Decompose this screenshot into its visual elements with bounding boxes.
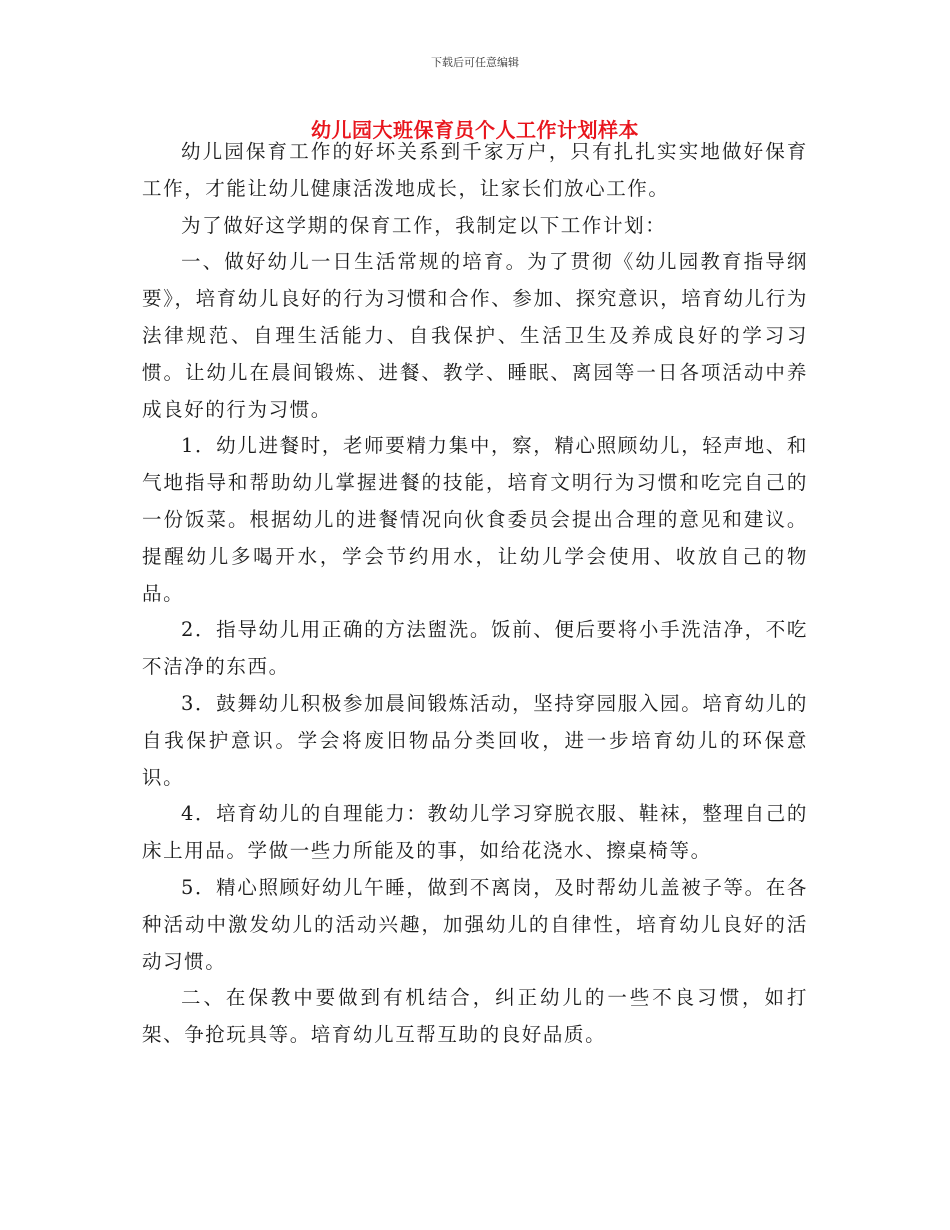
document-title: 幼儿园大班保育员个人工作计划样本 — [311, 118, 639, 142]
header-note: 下载后可任意编辑 — [431, 56, 519, 69]
paragraph-section-2: 二、在保教中要做到有机结合，纠正幼儿的一些不良习惯，如打架、争抢玩具等。培育幼儿互帮互助的良好品质。 — [142, 986, 808, 1047]
paragraph-section-1: 一、做好幼儿一日生活常规的培育。为了贯彻《幼儿园教育指导纲要》，培育幼儿良好的行为习惯和合作、参加、探究意识，培育幼儿行为法律规范、自理生活能力、自我保护、生活卫生及养成良好的学习习惯。让幼儿在晨间锻炼、进餐、教学、睡眠、离园等一日各项活动中养成良好的行为习惯。 — [142, 250, 808, 421]
paragraph-item-1: 1．幼儿进餐时，老师要精力集中，察，精心照顾幼儿，轻声地、和气地指导和帮助幼儿掌握进餐的技能，培育文明行为习惯和吃完自己的一份饭菜。根据幼儿的进餐情况向伙食委员会提出合理的意见和建议。提醒幼儿多喝开水，学会节约用水，让幼儿学会使用、收放自己的物品。 — [142, 434, 808, 605]
document-body — [142, 134, 808, 1054]
paragraph-intro: 幼儿园保育工作的好坏关系到千家万户，只有扎扎实实地做好保育工作，才能让幼儿健康活泼地成长，让家长们放心工作。 — [142, 140, 808, 200]
paragraph-item-2: 2．指导幼儿用正确的方法盥洗。饭前、便后要将小手洗洁净，不吃不洁净的东西。 — [142, 618, 808, 679]
paragraph-item-5: 5．精心照顾好幼儿午睡，做到不离岗，及时帮幼儿盖被子等。在各种活动中激发幼儿的活动兴趣，加强幼儿的自律性，培育幼儿良好的活动习惯。 — [142, 875, 808, 973]
paragraph-item-4: 4．培育幼儿的自理能力：教幼儿学习穿脱衣服、鞋袜，整理自己的床上用品。学做一些力所能及的事，如给花浇水、擦桌椅等。 — [142, 802, 808, 863]
paragraph-item-3: 3．鼓舞幼儿积极参加晨间锻炼活动，坚持穿园服入园。培育幼儿的自我保护意识。学会将废旧物品分类回收，进一步培育幼儿的环保意识。 — [142, 691, 808, 789]
paragraph-plan-lead: 为了做好这学期的保育工作，我制定以下工作计划： — [181, 213, 667, 237]
